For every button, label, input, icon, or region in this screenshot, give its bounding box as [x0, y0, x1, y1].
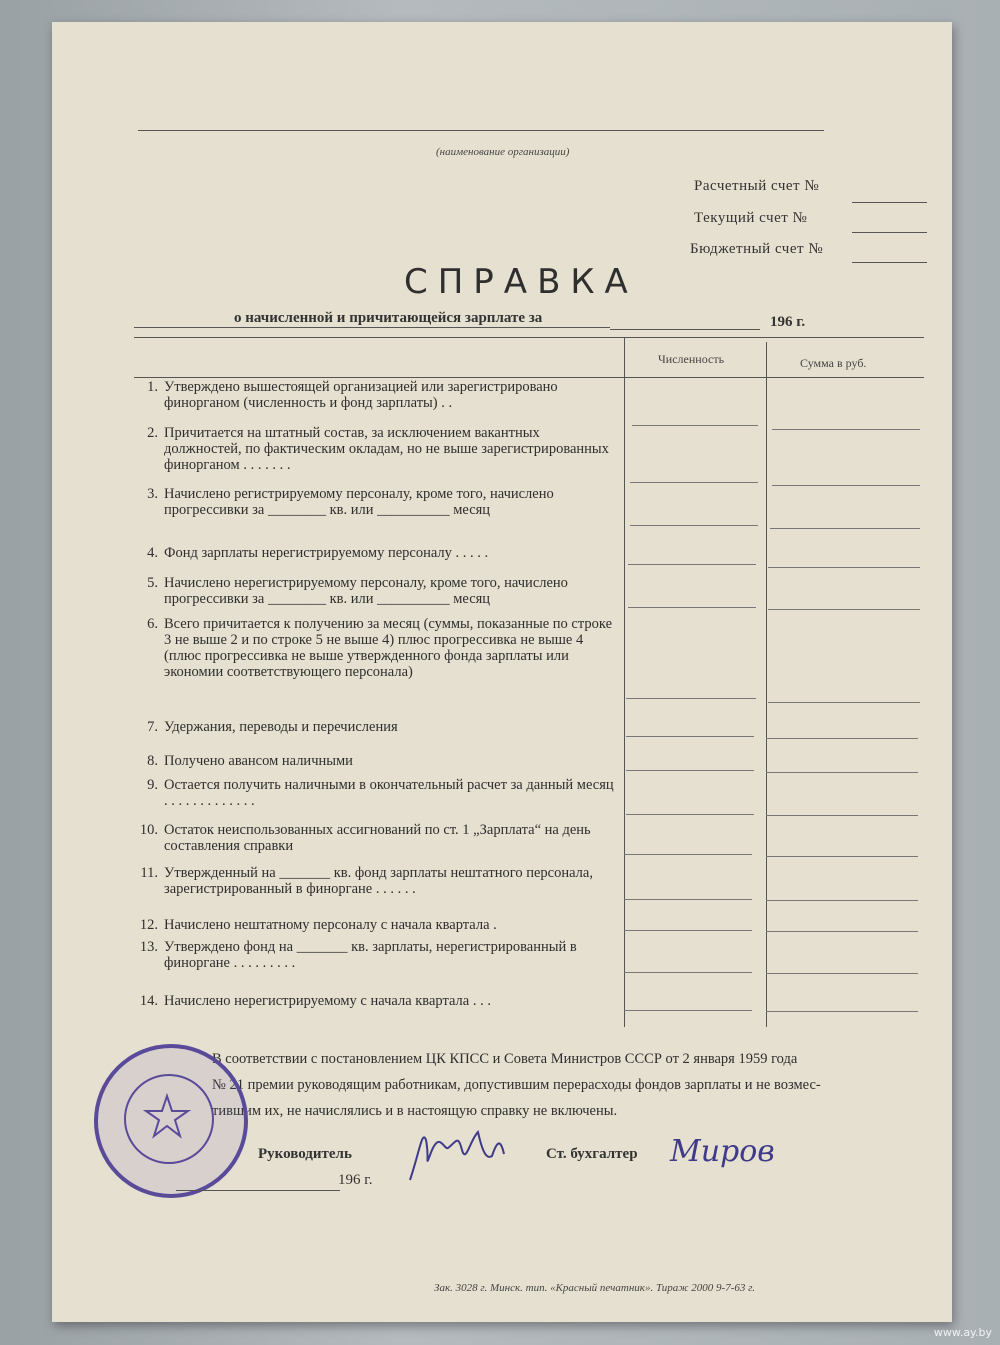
sum-cell-line [766, 1011, 918, 1012]
item-number: 9. [147, 777, 158, 793]
list-item [136, 939, 614, 971]
list-item [136, 822, 614, 854]
item-text: Утверждено фонд на _______ кв. зарплаты, нерегистрированный в финоргане . . . . . . . . . [164, 939, 577, 971]
list-item [136, 865, 614, 897]
sum-cell-line [772, 429, 920, 430]
date-year: 196 г. [338, 1172, 373, 1188]
list-item [136, 719, 614, 735]
stamp-star-icon [94, 1044, 240, 1190]
column-header-count: Численность [658, 352, 725, 366]
sum-cell-line [768, 567, 920, 568]
item-number: 3. [147, 486, 158, 502]
sum-cell-line [768, 702, 920, 703]
item-number: 7. [147, 719, 158, 735]
account-line-settlement [852, 202, 927, 203]
sum-cell-line [766, 815, 918, 816]
item-text: Начислено регистрируемому персоналу, кроме того, начислено прогрессивки за ________ кв. или __________ месяц [164, 486, 554, 518]
note-line: тившим их, не начислялись и в настоящую справку не включены. [212, 1103, 618, 1119]
list-item [136, 917, 614, 933]
count-cell-line [626, 770, 754, 771]
note-line: № 21 премии руководящим работникам, допустившим перерасходы фондов зарплаты и не возмес- [212, 1077, 821, 1093]
item-number: 4. [147, 545, 158, 561]
item-number: 8. [147, 753, 158, 769]
accountant-signature-label: Ст. бухгалтер [546, 1146, 638, 1162]
note-line: В соответствии с постановлением ЦК КПСС и Совета Министров СССР от 2 января 1959 года [212, 1051, 798, 1067]
period-line [610, 329, 760, 330]
sum-cell-line [766, 900, 918, 901]
column-divider-sum [766, 342, 767, 1027]
column-divider-count [624, 337, 625, 1027]
count-cell-line [626, 698, 756, 699]
table-top-rule-left [134, 327, 610, 328]
account-line-current [852, 232, 927, 233]
watermark: www.ay.by [933, 1326, 992, 1339]
item-text: Утверждено вышестоящей организацией или зарегистрировано финорганом (численность и фонд зарплаты) . . [164, 379, 558, 411]
account-label-budget: Бюджетный счет № [690, 241, 824, 257]
list-item [136, 379, 614, 411]
list-item [136, 616, 614, 680]
head-signature-mark [400, 1120, 520, 1190]
item-number: 13. [139, 939, 158, 955]
item-number: 14. [139, 993, 158, 1009]
date-line [176, 1190, 340, 1191]
item-text: Остается получить наличными в окончательный расчет за данный месяц . . . . . . . . . . . . . [164, 777, 614, 809]
sum-cell-line [766, 973, 918, 974]
account-line-budget [852, 262, 927, 263]
sum-cell-line [766, 772, 918, 773]
item-text: Начислено нештатному персоналу с начала квартала . [164, 917, 497, 933]
item-text: Всего причитается к получению за месяц (суммы, показанные по строке 3 не выше 2 и по строке 5 не выше 4) плюс прогрессивка не выше 4 (плюс прогрессивка не выше утвержденного фонда зарплаты или экономии соответствующего персонала) [164, 616, 612, 680]
list-item [136, 575, 614, 607]
page-title: СПРАВКА [404, 262, 638, 302]
accountant-signature: Миров [670, 1134, 775, 1169]
org-caption: (наименование организации) [436, 146, 570, 158]
item-text: Получено авансом наличными [164, 753, 353, 769]
count-cell-line [628, 564, 756, 565]
list-item [136, 545, 614, 561]
count-cell-line [624, 854, 752, 855]
item-text: Начислено нерегистрируемому с начала квартала . . . [164, 993, 491, 1009]
item-number: 6. [147, 616, 158, 632]
item-text: Утвержденный на _______ кв. фонд зарплаты нештатного персонала, зарегистрированный в финоргане . . . . . . [164, 865, 593, 897]
list-item [136, 993, 614, 1009]
account-label-settlement: Расчетный счет № [694, 178, 820, 194]
subtitle-year: 196 г. [770, 314, 806, 330]
item-text: Удержания, переводы и перечисления [164, 719, 398, 735]
item-number: 11. [140, 865, 158, 881]
table-header-rule [134, 377, 924, 378]
document-subtitle: о начисленной и причитающейся зарплате за [234, 310, 543, 326]
count-cell-line [630, 525, 758, 526]
item-text: Остаток неиспользованных ассигнований по ст. 1 „Зарплата“ на день составления справки [164, 822, 591, 854]
count-cell-line [630, 482, 758, 483]
sum-cell-line [766, 931, 918, 932]
count-cell-line [624, 930, 752, 931]
count-cell-line [624, 899, 752, 900]
sum-cell-line [772, 485, 920, 486]
count-cell-line [628, 607, 756, 608]
list-item [136, 425, 614, 473]
list-item [136, 777, 614, 809]
list-item [136, 486, 614, 518]
account-label-current: Текущий счет № [694, 210, 808, 226]
count-cell-line [626, 814, 754, 815]
item-number: 2. [147, 425, 158, 441]
item-text: Причитается на штатный состав, за исключением вакантных должностей, по фактическим окладам, но не выше зарегистрированных финорганом . . . . . . . [164, 425, 609, 473]
sum-cell-line [766, 738, 918, 739]
column-header-sum: Сумма в руб. [800, 356, 867, 370]
item-number: 10. [139, 822, 158, 838]
official-stamp [94, 1044, 248, 1198]
count-cell-line [624, 972, 752, 973]
sum-cell-line [770, 528, 920, 529]
list-item [136, 753, 614, 769]
item-text: Фонд зарплаты нерегистрируемому персоналу . . . . . [164, 545, 489, 561]
sum-cell-line [766, 856, 918, 857]
item-number: 12. [139, 917, 158, 933]
org-name-line [138, 130, 824, 131]
item-text: Начислено нерегистрируемому персоналу, кроме того, начислено прогрессивки за ________ кв. или __________ месяц [164, 575, 568, 607]
item-number: 5. [147, 575, 158, 591]
count-cell-line [626, 736, 754, 737]
count-cell-line [632, 425, 758, 426]
count-cell-line [624, 1010, 752, 1011]
table-top-rule [134, 337, 924, 338]
document-page [52, 22, 952, 1322]
head-signature-label: Руководитель [258, 1146, 352, 1162]
sum-cell-line [768, 609, 920, 610]
printer-imprint: Зак. 3028 г. Минск. тип. «Красный печатник». Тираж 2000 9-7-63 г. [434, 1282, 756, 1294]
item-number: 1. [147, 379, 158, 395]
